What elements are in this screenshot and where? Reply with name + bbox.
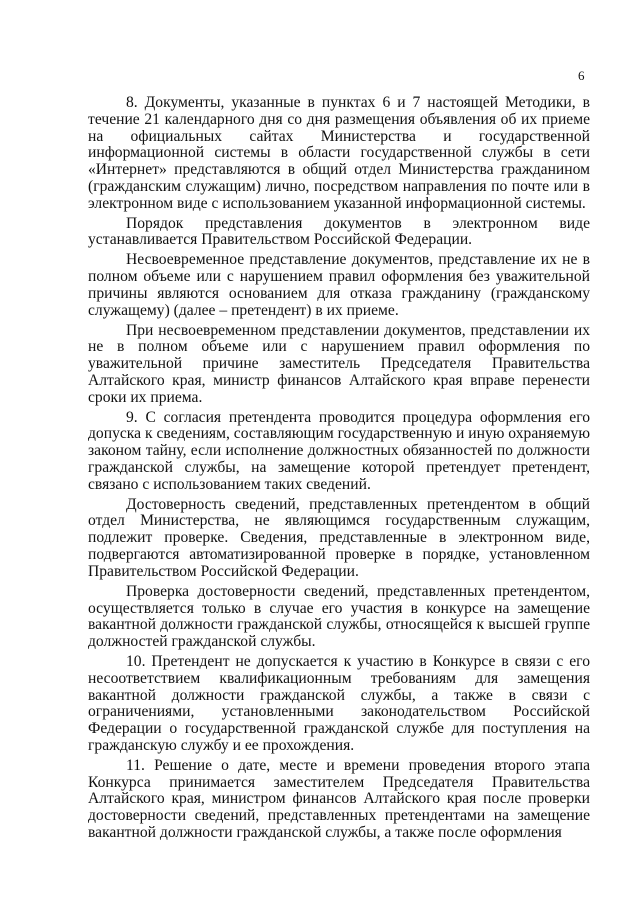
page-number: 6	[578, 68, 585, 83]
paragraph-item-8: 8. Документы, указанные в пунктах 6 и 7 настоящей Методики, в течение 21 календарного дня со дня размещения объявления об их приеме на официальных сайтах Министерства и государственной информационной системы в области государственной службы в сети «Интернет» представляются в общий отдел Министерства гражданином (гражданским служащим) лично, посредством направления по почте или в электронном виде с использованием указанной информационной системы.	[88, 94, 590, 212]
paragraph-deadline-extension: При несвоевременном представлении документов, представлении их не в полном объеме или с нарушением правил оформления по уважительной причине заместитель Председателя Правительства Алтайского края, министр финансов Алтайского края вправе перенести сроки их приема.	[88, 321, 590, 406]
paragraph-verification-scope: Проверка достоверности сведений, представленных претендентом, осуществляется только в случае его участия в конкурсе на замещение вакантной должности гражданской службы, относящейся к высшей группе должностей гражданской службы.	[88, 582, 590, 651]
paragraph-item-9: 9. С согласия претендента проводится процедура оформления его допуска к сведениям, составляющим государственную и иную охраняемую законом тайну, если исполнение должностных обязанностей по должности гражданской службы, на замещение которой претендует претендент, связано с использованием таких сведений.	[88, 408, 590, 493]
paragraph-late-submission: Несвоевременное представление документов, представление их не в полном объеме или с нарушением правил оформления без уважительной причины являются основанием для отказа гражданину (гражданскому служащему) (далее – претендент) в их приеме.	[88, 251, 590, 319]
document-body	[88, 95, 590, 845]
paragraph-verification: Достоверность сведений, представленных претендентом в общий отдел Министерства, не являющимся государственным служащим, подлежит проверке. Сведения, представленные в электронном виде, подвергаются автоматизированной проверке в порядке, установленном Правительством Российской Федерации.	[88, 495, 590, 580]
paragraph-electronic-order: Порядок представления документов в электронном виде устанавливается Правительством Российской Федерации.	[88, 214, 590, 249]
paragraph-item-11: 11. Решение о дате, месте и времени проведения второго этапа Конкурса принимается заместителем Председателя Правительства Алтайского края, министром финансов Алтайского края после проверки достоверности сведений, представленных претендентами на замещение вакантной должности гражданской службы, а также после оформления	[88, 756, 590, 841]
paragraph-item-10: 10. Претендент не допускается к участию в Конкурсе в связи с его несоответствием квалификационным требованиям для замещения вакантной должности гражданской службы, а также в связи с ограничениями, установленными законодательством Российской Федерации о государственной гражданской службе для поступления на гражданскую службу и ее прохождения.	[88, 653, 590, 754]
